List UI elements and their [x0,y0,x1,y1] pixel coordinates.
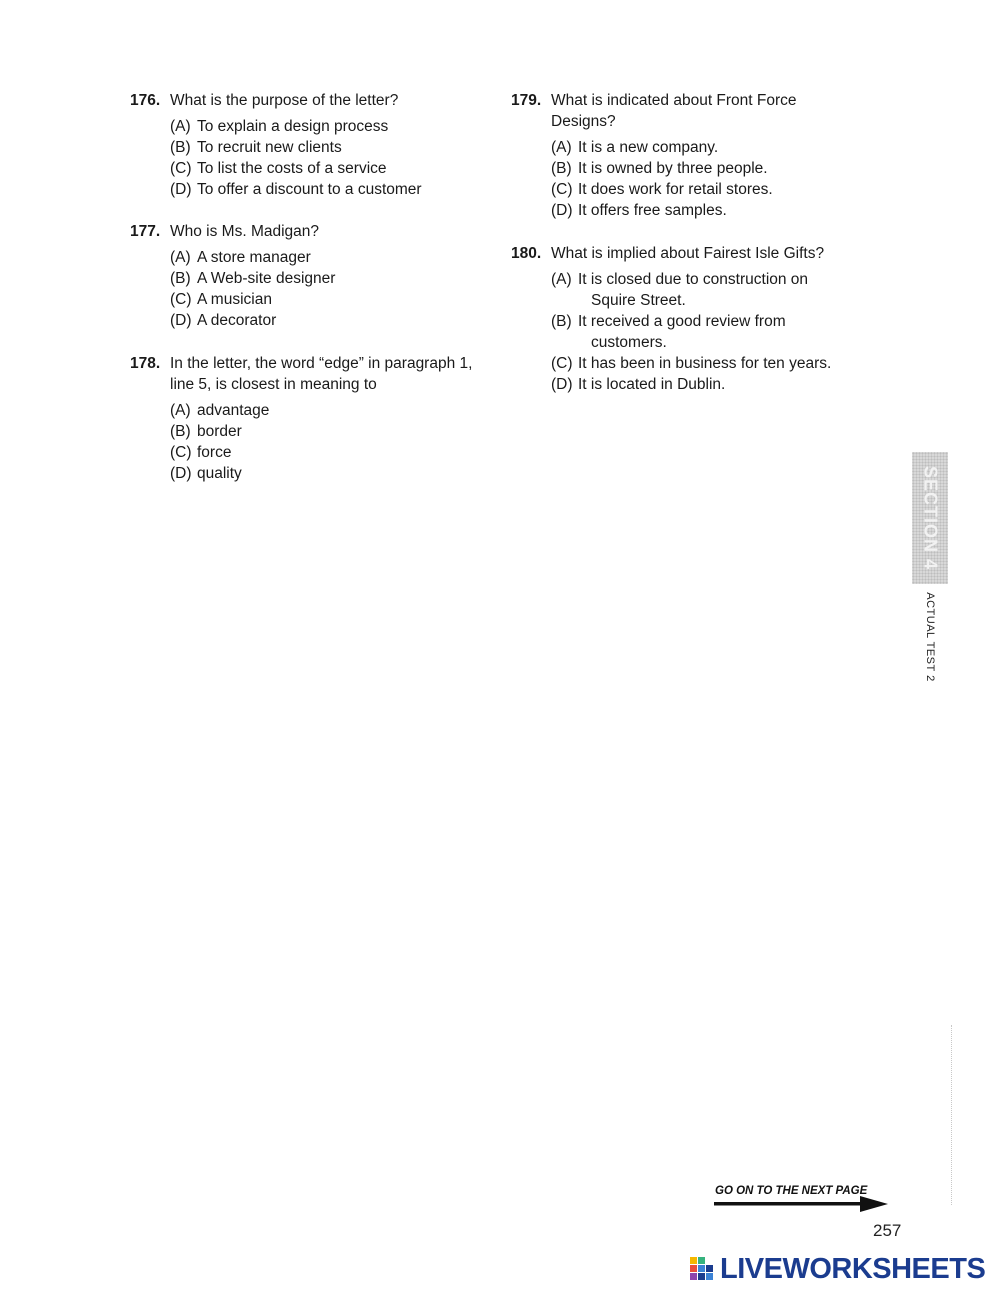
option-text: It offers free samples. [578,202,727,219]
option-letter: (D) [170,465,192,482]
question-stem [170,221,490,242]
option-text: A store manager [197,249,311,266]
option-text: A musician [197,291,272,308]
question-number: 178. [130,355,161,372]
option-letter: (B) [170,423,191,440]
question-179 [511,90,871,221]
go-on-label: GO ON TO THE NEXT PAGE [715,1185,868,1197]
option-letter: (A) [551,139,572,156]
answer-option[interactable] [170,289,490,310]
answer-option[interactable] [170,137,490,158]
option-letter: (C) [170,444,192,461]
answer-option[interactable] [551,158,871,179]
question-number: 177. [130,223,161,240]
answer-option[interactable] [551,179,871,200]
option-letter: (A) [170,402,191,419]
option-letter: (D) [170,181,192,198]
option-letter: (B) [551,160,572,177]
answer-option[interactable] [170,116,490,137]
answer-option[interactable] [551,353,871,374]
option-text: A decorator [197,312,277,329]
margin-rule [951,1025,952,1205]
option-text: Squire Street. [591,292,686,309]
answer-option[interactable] [551,137,871,158]
question-stem [170,353,490,395]
option-letter: (C) [170,160,192,177]
answer-option[interactable] [170,247,490,268]
answer-option[interactable] [551,269,871,311]
right-arrow-icon [714,1196,890,1212]
option-text: To explain a design process [197,118,389,135]
option-text: It does work for retail stores. [578,181,773,198]
question-number: 180. [511,245,542,262]
question-stem-line: Designs? [551,113,616,130]
option-text: It has been in business for ten years. [578,355,832,372]
option-text: It is owned by three people. [578,160,768,177]
question-177 [130,221,490,331]
answer-option[interactable] [170,442,490,463]
question-176 [130,90,490,200]
question-number: 179. [511,92,542,109]
answer-options [551,269,871,395]
option-text: customers. [591,334,667,351]
option-letter: (C) [170,291,192,308]
question-stem [170,90,490,111]
answer-option[interactable] [170,421,490,442]
option-text: It is located in Dublin. [578,376,726,393]
option-text: A Web-site designer [197,270,336,287]
option-text: It is closed due to construction on [578,271,809,288]
page-number: 257 [873,1221,902,1240]
answer-option[interactable] [551,311,871,353]
question-stem [551,90,871,132]
option-text: To recruit new clients [197,139,342,156]
side-label [918,592,942,682]
option-letter: (C) [551,181,573,198]
option-text: It received a good review from [578,313,786,330]
option-text: To list the costs of a service [197,160,387,177]
section-tab-label: SECTION 4 [920,465,941,571]
side-label-text: ACTUAL TEST 2 [924,592,936,682]
option-text: quality [197,465,242,482]
answer-option[interactable] [170,310,490,331]
question-stem [551,243,871,264]
option-letter: (C) [551,355,573,372]
option-letter: (B) [170,139,191,156]
answer-options [170,247,490,331]
question-180 [511,243,871,395]
option-letter: (D) [551,202,573,219]
question-stem-line: What is indicated about Front Force [551,92,797,109]
question-stem-line: What is implied about Fairest Isle Gifts? [551,245,825,262]
question-stem-line: What is the purpose of the letter? [170,92,399,109]
option-letter: (A) [170,249,191,266]
answer-option[interactable] [170,179,490,200]
question-178 [130,353,490,484]
question-stem-line: line 5, is closest in meaning to [170,376,377,393]
option-text: advantage [197,402,270,419]
section-tab [912,452,948,584]
option-text: It is a new company. [578,139,719,156]
option-letter: (D) [551,376,573,393]
answer-options [551,137,871,221]
brand-footer [690,1253,990,1285]
answer-option[interactable] [170,158,490,179]
question-stem-line: In the letter, the word “edge” in paragraph 1, [170,355,473,372]
liveworksheets-logo-icon [690,1257,716,1281]
answer-option[interactable] [170,400,490,421]
question-stem-line: Who is Ms. Madigan? [170,223,320,240]
option-text: To offer a discount to a customer [197,181,422,198]
answer-option[interactable] [170,268,490,289]
option-text: force [197,444,232,461]
option-letter: (D) [170,312,192,329]
option-letter: (A) [551,271,572,288]
brand-name: LIVEWORKSHEETS [720,1253,986,1285]
answer-options [170,116,490,200]
answer-option[interactable] [551,200,871,221]
answer-option[interactable] [170,463,490,484]
option-letter: (B) [551,313,572,330]
option-letter: (A) [170,118,191,135]
option-text: border [197,423,242,440]
question-number: 176. [130,92,161,109]
option-letter: (B) [170,270,191,287]
answer-options [170,400,490,484]
answer-option[interactable] [551,374,871,395]
